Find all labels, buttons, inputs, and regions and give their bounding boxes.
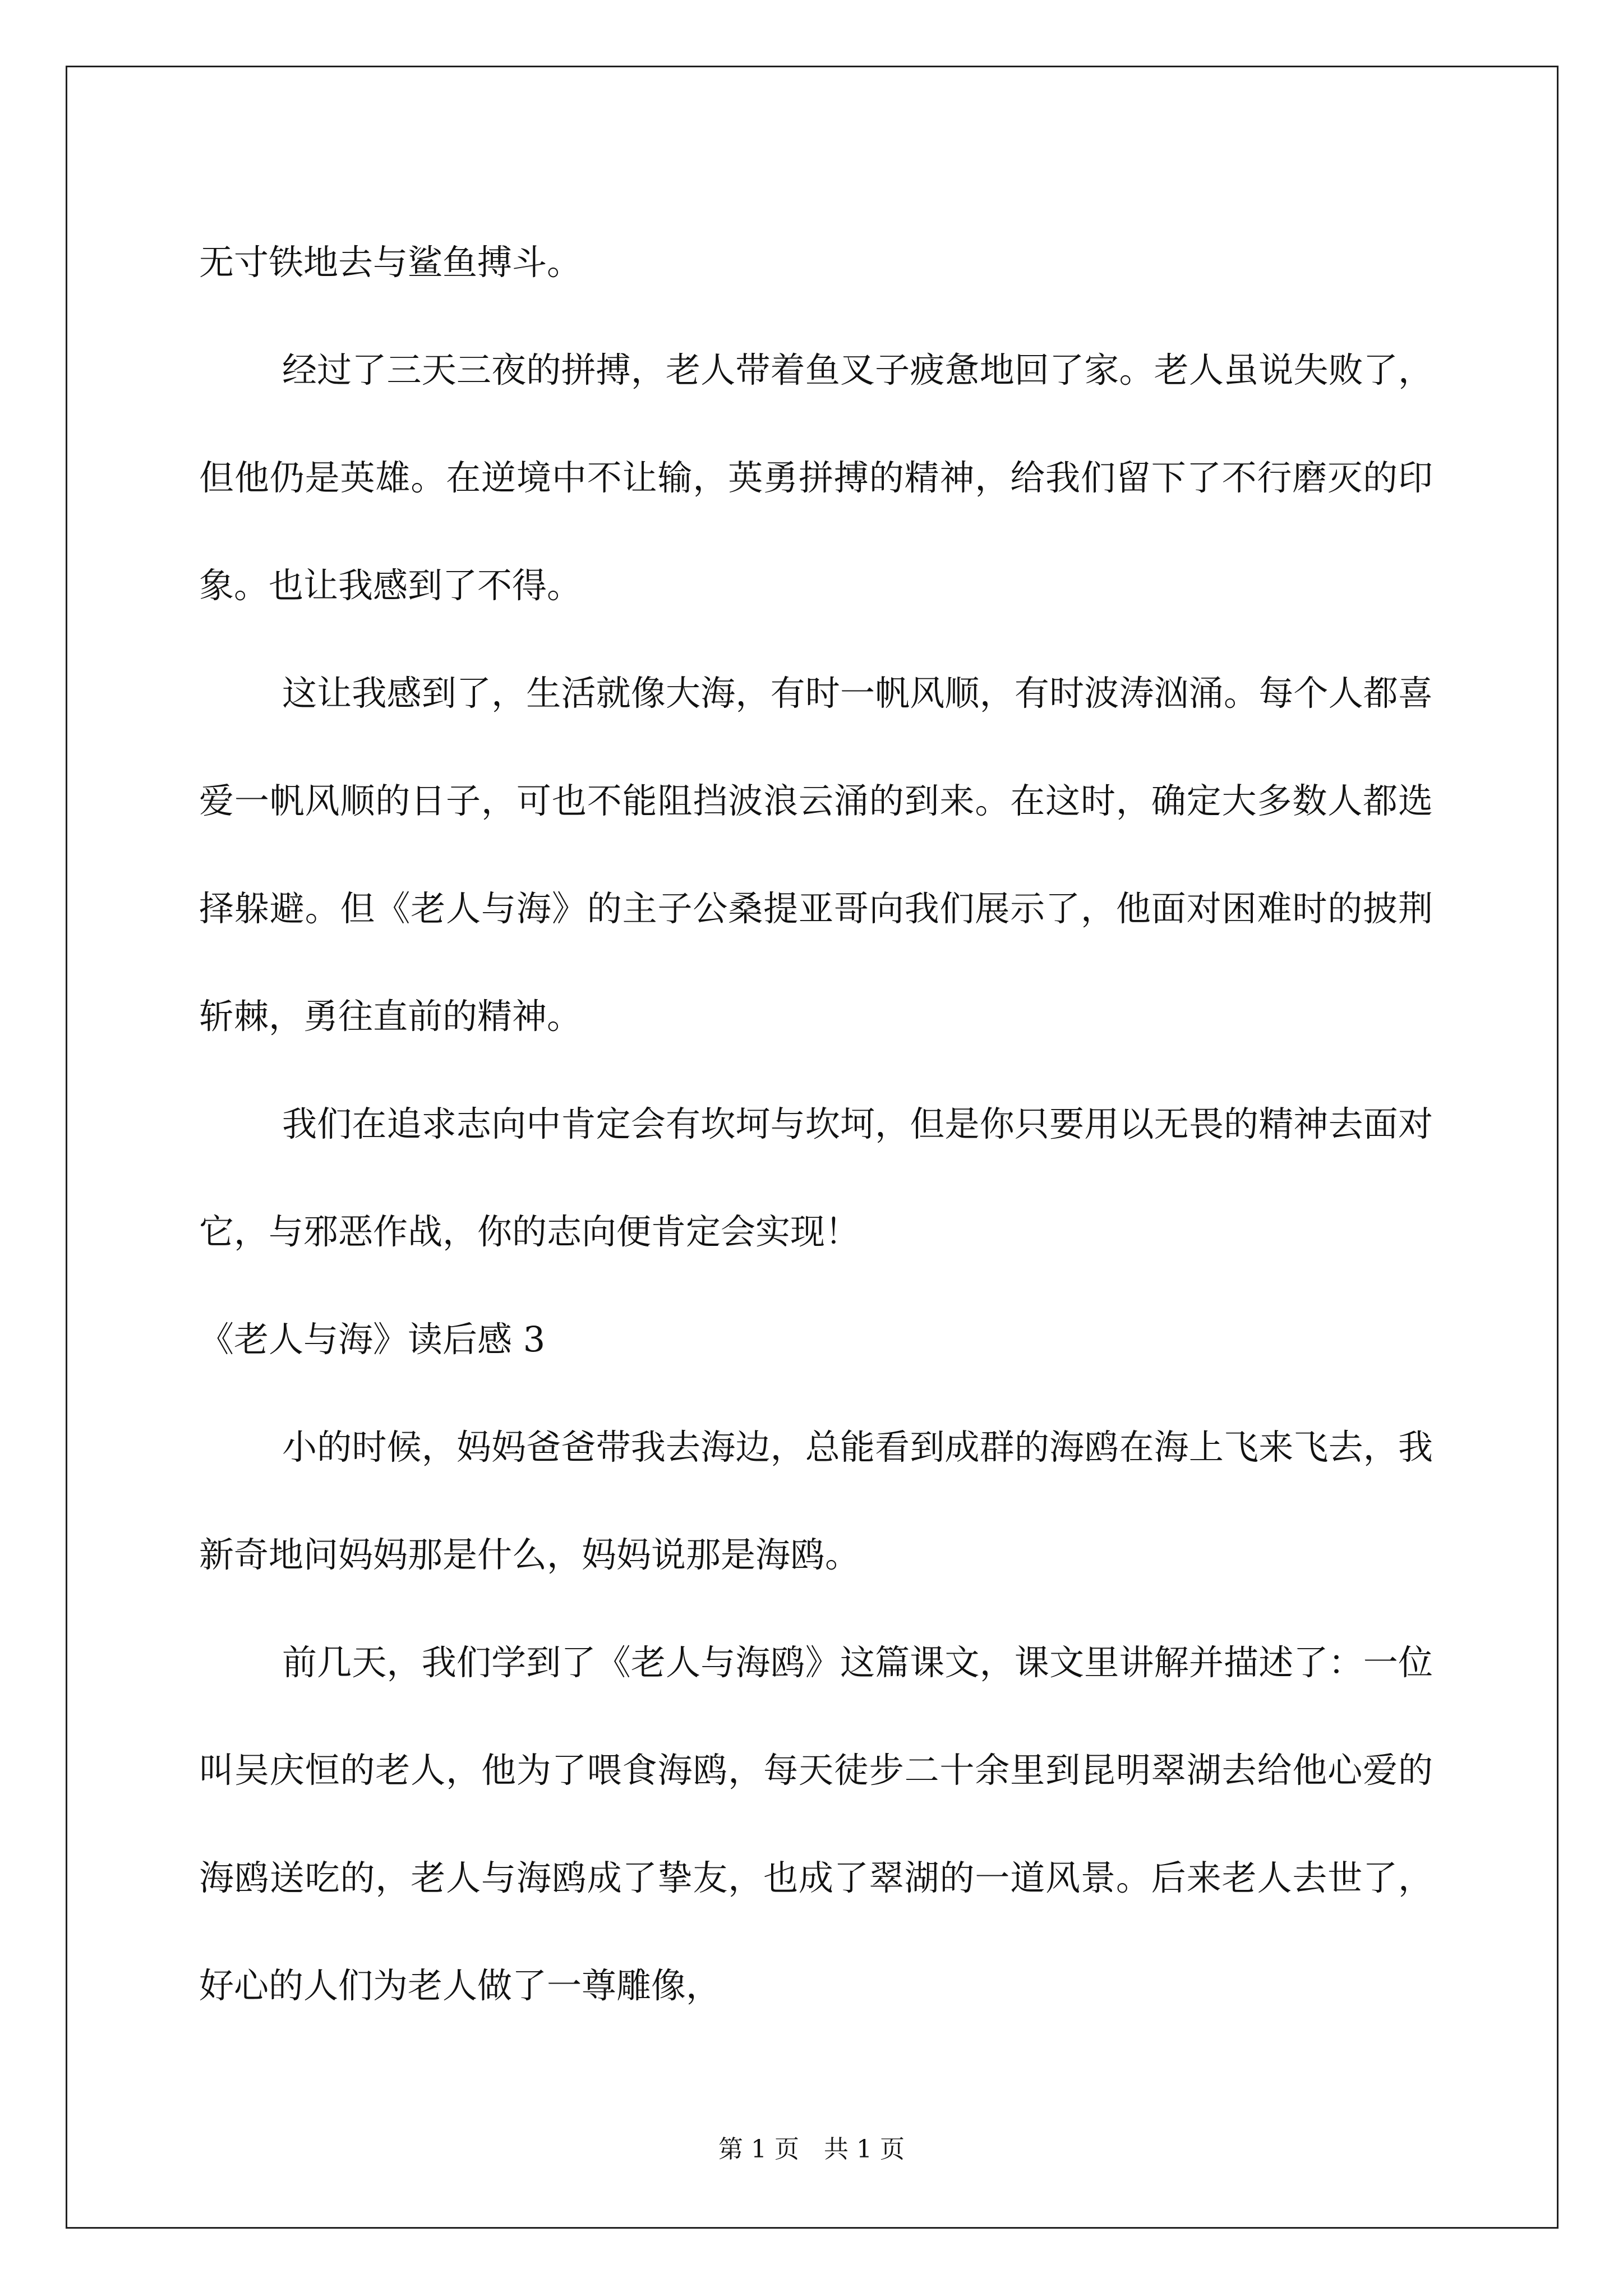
- paragraph: 我们在追求志向中肯定会有坎坷与坎坷，但是你只要用以无畏的精神去面对它，与邪恶作战，你的志向便肯定会实现！: [199, 1103, 1433, 1252]
- paragraph: 无寸铁地去与鲨鱼搏斗。: [199, 242, 582, 283]
- paragraph: 这让我感到了，生活就像大海，有时一帆风顺，有时波涛汹涌。每个人都喜爱一帆风顺的日子，可也不能阻挡波浪云涌的到来。在这时，确定大多数人都选择躲避。但《老人与海》的主子公桑提亚哥向我们展示了，他面对困难时的披荆斩棘，勇往直前的精神。: [199, 673, 1433, 1037]
- document-body: [199, 209, 1433, 2040]
- section-heading: 《老人与海》读后感 3: [199, 1319, 546, 1360]
- paragraph: 小的时候，妈妈爸爸带我去海边，总能看到成群的海鸥在海上飞来飞去，我新奇地问妈妈那是什么，妈妈说那是海鸥。: [199, 1427, 1433, 1575]
- page-footer: 第 1 页 共 1 页: [718, 2135, 905, 2164]
- paragraph: 前几天，我们学到了《老人与海鸥》这篇课文，课文里讲解并描述了：一位叫吴庆恒的老人，他为了喂食海鸥，每天徒步二十余里到昆明翠湖去给他心爱的海鸥送吃的，老人与海鸥成了挚友，也成了翠湖的一道风景。后来老人去世了，好心的人们为老人做了一尊雕像，: [199, 1642, 1433, 2006]
- paragraph: 经过了三天三夜的拼搏，老人带着鱼叉子疲惫地回了家。老人虽说失败了，但他仍是英雄。在逆境中不让输，英勇拼搏的精神，给我们留下了不行磨灭的印象。也让我感到了不得。: [199, 349, 1433, 606]
